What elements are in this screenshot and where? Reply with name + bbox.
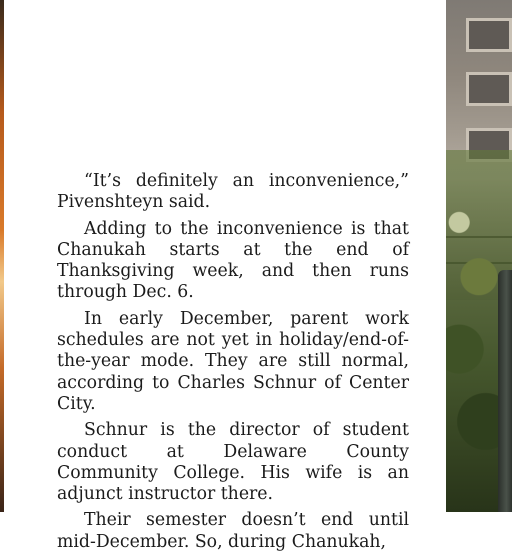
- street-photo: [446, 0, 512, 512]
- left-photo-edge: [0, 0, 4, 512]
- building-window: [466, 72, 512, 106]
- article-paragraph: In early December, parent work schedules are not yet in holiday/end-of-the-year mode. They are still normal, according to Charles Schnur of Center City.: [57, 308, 409, 414]
- article-paragraph: Schnur is the director of student conduct at Delaware County Community College. His wife is an adjunct instructor there.: [57, 420, 409, 505]
- article-paragraph: “It’s definitely an inconvenience,” Pivenshteyn said.: [57, 171, 409, 213]
- article-paragraph: Their semester doesn’t end until mid-December. So, during Chanukah,: [57, 510, 409, 552]
- article-column: [57, 171, 409, 558]
- article-paragraph: Adding to the inconvenience is that Chanukah starts at the end of Thanksgiving week, and then runs through Dec. 6.: [57, 218, 409, 303]
- utility-pole: [498, 270, 512, 512]
- building-window: [466, 18, 512, 52]
